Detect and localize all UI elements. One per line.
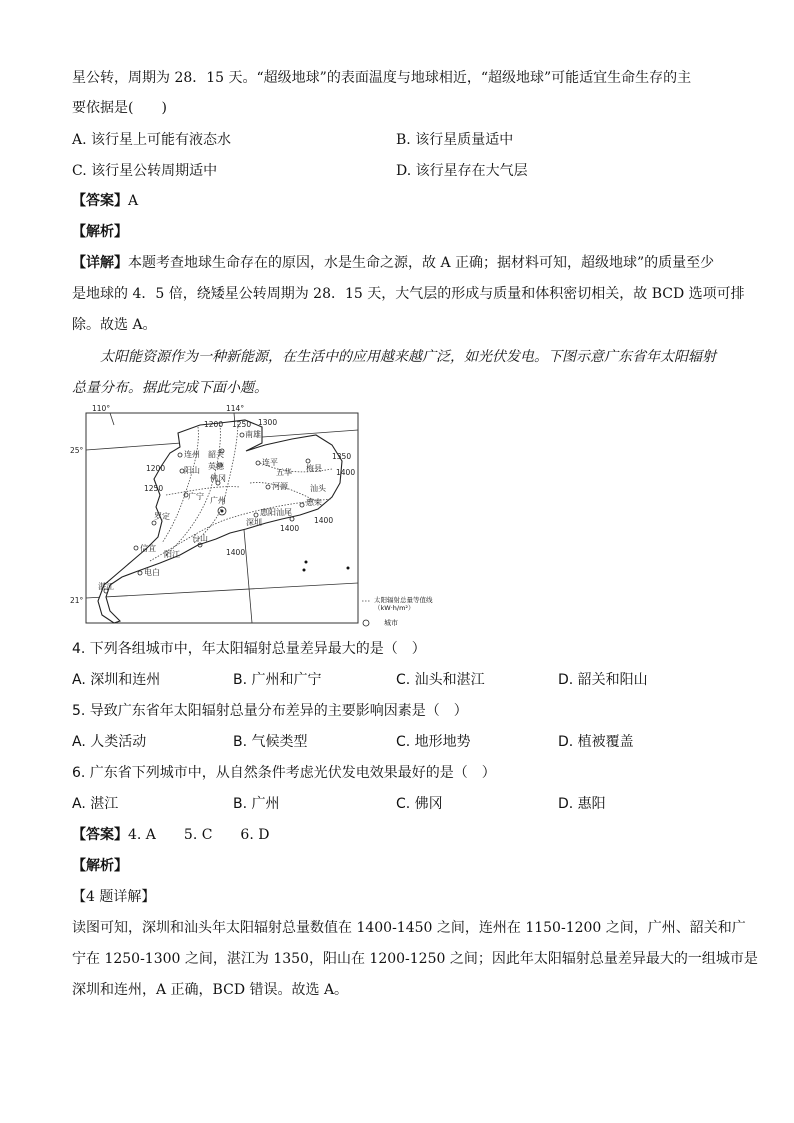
city-center-guangzhou <box>221 510 224 513</box>
city-zhanjiang: 湛江 <box>98 582 114 591</box>
group-answers <box>72 825 269 845</box>
isoline-label-5: 1250 <box>144 484 164 493</box>
q3-option-b: B. 该行星质量适中 <box>396 132 514 148</box>
city-lianzhou: 连州 <box>184 450 200 459</box>
city-huiyang: 惠阳 <box>260 508 276 517</box>
q4-stem: 4. 下列各组城市中，年太阳辐射总量差异最大的是（ ） <box>72 641 426 657</box>
q3-detail-line-2: 是地球的 4．5 倍，绕矮星公转周期为 28．15 天，大气层的形成与质量和体积密切相关，故 BCD 选项可排 <box>72 286 745 302</box>
isoline-label-10: 1400 <box>226 548 246 557</box>
isoline-label-8: 1400 <box>314 516 334 525</box>
q5-option-d: D. 植被覆盖 <box>558 734 634 750</box>
q4-option-b: B. 广州和广宁 <box>233 672 322 688</box>
island-dot <box>347 567 350 570</box>
lon-label-110: 110° <box>92 405 111 413</box>
lat-label-25: 25° <box>70 446 84 455</box>
legend-city-label: 城市 <box>384 619 398 627</box>
q4-option-a: A. 深圳和连州 <box>72 672 161 688</box>
city-heyuan: 河源 <box>272 482 288 491</box>
answers-tag: 【答案】 <box>72 827 128 843</box>
city-yangshan: 阳山 <box>184 466 200 475</box>
q3-detail-line-3: 除。故选 A。 <box>72 317 157 333</box>
city-nanxiong: 南雄 <box>245 430 261 439</box>
city-guangning: 广宁 <box>188 492 204 501</box>
city-fogang: 佛冈 <box>210 474 226 483</box>
city-guangzhou: 广州 <box>210 496 226 505</box>
analysis-line-3: 深圳和连州，A 正确，BCD 错误。故选 A。 <box>72 982 349 998</box>
city-shanwei: 汕尾 <box>276 508 292 517</box>
q4-option-c: C. 汕头和湛江 <box>396 672 485 688</box>
q3-option-c: C. 该行星公转周期适中 <box>72 163 218 179</box>
city-shaoguan: 韶关 <box>208 450 224 459</box>
q3-answer <box>72 191 138 211</box>
q6-option-a: A. 湛江 <box>72 796 119 812</box>
q6-option-c: C. 佛冈 <box>396 796 443 812</box>
isoline-label-2: 1250 <box>232 420 252 429</box>
intro-line-2: 要依据是( ) <box>72 100 167 116</box>
island-dot <box>303 569 306 572</box>
island-dot <box>305 561 308 564</box>
guangdong-solar-radiation-map <box>70 405 370 630</box>
analysis-sub-tag: 【4 题详解】 <box>72 889 156 905</box>
q5-option-b: B. 气候类型 <box>233 734 308 750</box>
q6-stem: 6. 广东省下列城市中，从自然条件考虑光伏发电效果最好的是（ ） <box>72 765 496 781</box>
city-meixian: 梅县 <box>306 464 322 473</box>
isoline-label-7: 1400 <box>336 468 356 477</box>
city-huilai: 惠来 <box>306 498 322 507</box>
material-line-2: 总量分布。据此完成下面小题。 <box>72 380 268 396</box>
city-yangjiang: 阳江 <box>164 550 180 559</box>
q3-option-a: A. 该行星上可能有液态水 <box>72 132 232 148</box>
lon-label-114: 114° <box>226 405 245 413</box>
q3-analysis-tag: 【解析】 <box>72 224 128 240</box>
analysis-line-2: 宁在 1250-1300 之间，湛江为 1350，阳山在 1200-1250 之间；因此年太阳辐射总量差异最大的一组城市是 <box>72 951 758 967</box>
answers-text: 4. A 5. C 6. D <box>128 827 270 843</box>
city-lianping: 连平 <box>262 458 278 467</box>
city-luoding: 罗定 <box>154 512 170 521</box>
city-dianbai: 电白 <box>144 568 160 577</box>
q5-option-a: A. 人类活动 <box>72 734 147 750</box>
legend-isoline-label: 太阳辐射总量等值线（kW·h/m²） <box>374 596 433 612</box>
q5-stem: 5. 导致广东省年太阳辐射总量分布差异的主要影响因素是（ ） <box>72 703 468 719</box>
analysis-line-1: 读图可知，深圳和汕头年太阳辐射总量数值在 1400-1450 之间，连州在 1150-1200 之间，广州、韶关和广 <box>72 920 746 936</box>
city-yingde: 英德 <box>208 462 224 471</box>
city-xinyi: 信宜 <box>140 544 156 553</box>
city-wuhua: 五华 <box>276 468 292 477</box>
material-line-1: 太阳能资源作为一种新能源，在生活中的应用越来越广泛，如光伏发电。下图示意广东省年太阳辐射 <box>100 349 716 365</box>
isoline-label-9: 1400 <box>280 524 300 533</box>
q4-option-d: D. 韶关和阳山 <box>558 672 648 688</box>
city-shantou: 汕头 <box>310 484 326 493</box>
intro-line-1: 星公转，周期为 28．15 天。“超级地球”的表面温度与地球相近，“超级地球”可能适宜生命生存的主 <box>72 70 692 86</box>
city-taishan: 台山 <box>192 534 208 543</box>
isoline-label-6: 1350 <box>332 452 352 461</box>
answer-tag: 【答案】 <box>72 193 128 209</box>
q3-option-d: D. 该行星存在大气层 <box>396 163 528 179</box>
q5-option-c: C. 地形地势 <box>396 734 471 750</box>
lat-label-21: 21° <box>70 596 84 605</box>
isoline-label-4: 1200 <box>146 464 166 473</box>
city-shenzhen: 深圳 <box>246 518 262 527</box>
isoline-label-3: 1300 <box>258 418 278 427</box>
detail-text-1: 本题考查地球生命存在的原因，水是生命之源，故 A 正确；据材料可知，超级地球”的质量至少 <box>128 255 715 271</box>
legend-city-symbol <box>363 620 369 626</box>
q3-detail-line-1 <box>72 253 714 273</box>
analysis-tag: 【解析】 <box>72 858 128 874</box>
isoline-label-1: 1200 <box>204 420 224 429</box>
answer-value: A <box>128 193 139 209</box>
detail-tag: 【详解】 <box>72 255 128 271</box>
q6-option-d: D. 惠阳 <box>558 796 606 812</box>
q6-option-b: B. 广州 <box>233 796 280 812</box>
